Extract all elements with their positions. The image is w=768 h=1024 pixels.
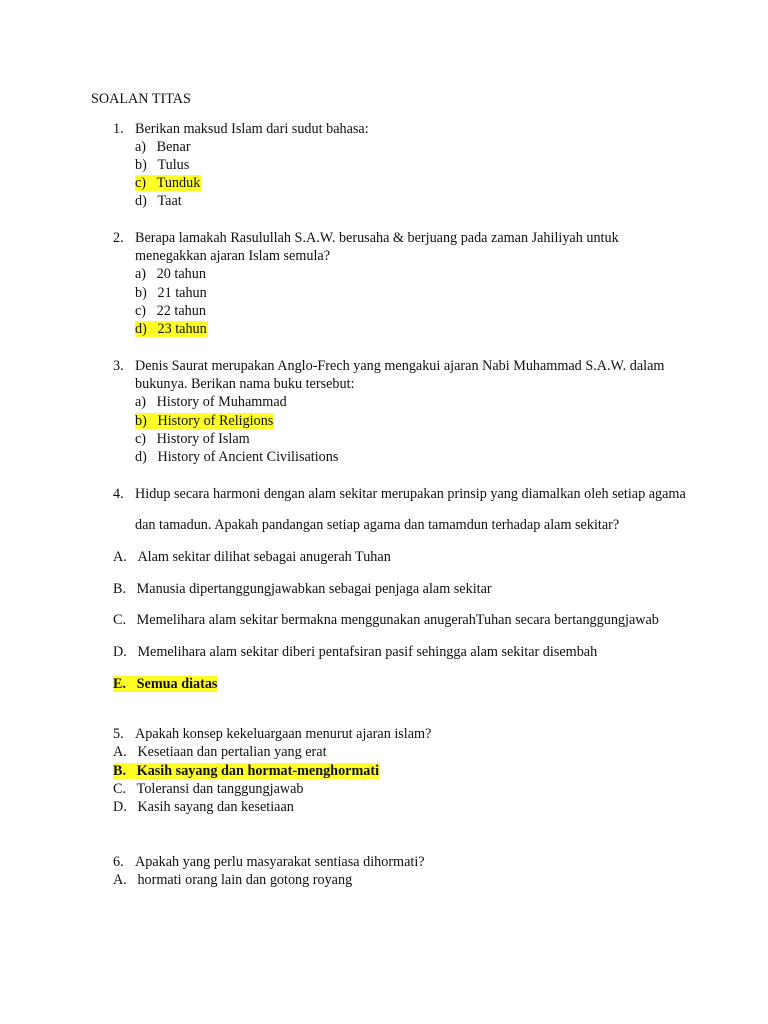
question-1-number: 1. bbox=[113, 121, 124, 137]
question-3-number: 3. bbox=[113, 358, 124, 374]
question-4-text-line-2: dan tamadun. Apakah pandangan setiap agama dan tamamdun terhadap alam sekitar? bbox=[135, 517, 620, 533]
q2-option-b: b) 21 tahun bbox=[135, 285, 207, 301]
q5-option-b-answer: B. Kasih sayang dan hormat-menghormati bbox=[113, 763, 380, 779]
question-6-number: 6. bbox=[113, 854, 124, 870]
question-5-text: Apakah konsep kekeluargaan menurut ajaran islam? bbox=[135, 726, 432, 742]
q6-option-a: A. hormati orang lain dan gotong royang bbox=[113, 872, 353, 888]
q3-option-c: c) History of Islam bbox=[135, 431, 250, 447]
question-3-text-line-2: bukunya. Berikan nama buku tersebut: bbox=[135, 376, 355, 392]
q4-option-a: A. Alam sekitar dilihat sebagai anugerah Tuhan bbox=[113, 549, 391, 565]
q2-option-c: c) 22 tahun bbox=[135, 303, 206, 319]
q4-option-c: C. Memelihara alam sekitar bermakna menggunakan anugerahTuhan secara bertanggungjawab bbox=[113, 612, 659, 628]
q5-option-d: D. Kasih sayang dan kesetiaan bbox=[113, 799, 294, 815]
question-5-number: 5. bbox=[113, 726, 124, 742]
q2-option-a: a) 20 tahun bbox=[135, 266, 206, 282]
question-1-text: Berikan maksud Islam dari sudut bahasa: bbox=[135, 121, 369, 137]
q2-option-d-answer: d) 23 tahun bbox=[135, 321, 207, 337]
question-4-number: 4. bbox=[113, 486, 124, 502]
q3-option-a: a) History of Muhammad bbox=[135, 394, 287, 410]
q1-option-d: d) Taat bbox=[135, 193, 182, 209]
question-2-number: 2. bbox=[113, 230, 124, 246]
q1-option-a: a) Benar bbox=[135, 139, 191, 155]
q5-option-c: C. Toleransi dan tanggungjawab bbox=[113, 781, 304, 797]
question-2-text-line-2: menegakkan ajaran Islam semula? bbox=[135, 248, 330, 264]
question-2-text-line-1: Berapa lamakah Rasulullah S.A.W. berusaha & berjuang pada zaman Jahiliyah untuk bbox=[135, 230, 619, 246]
question-4-text-line-1: Hidup secara harmoni dengan alam sekitar merupakan prinsip yang diamalkan oleh setiap agama bbox=[135, 486, 686, 502]
q3-option-d: d) History of Ancient Civilisations bbox=[135, 449, 339, 465]
q3-option-b-answer: b) History of Religions bbox=[135, 413, 274, 429]
q4-option-e-answer: E. Semua diatas bbox=[113, 676, 218, 692]
q5-option-a: A. Kesetiaan dan pertalian yang erat bbox=[113, 744, 327, 760]
q4-option-d: D. Memelihara alam sekitar diberi pentafsiran pasif sehingga alam sekitar disembah bbox=[113, 644, 598, 660]
question-3-text-line-1: Denis Saurat merupakan Anglo-Frech yang mengakui ajaran Nabi Muhammad S.A.W. dalam bbox=[135, 358, 665, 374]
q1-option-c-answer: c) Tunduk bbox=[135, 175, 201, 191]
q1-option-b: b) Tulus bbox=[135, 157, 190, 173]
page-title: SOALAN TITAS bbox=[91, 91, 191, 107]
question-6-text: Apakah yang perlu masyarakat sentiasa dihormati? bbox=[135, 854, 425, 870]
q4-option-b: B. Manusia dipertanggungjawabkan sebagai penjaga alam sekitar bbox=[113, 581, 492, 597]
